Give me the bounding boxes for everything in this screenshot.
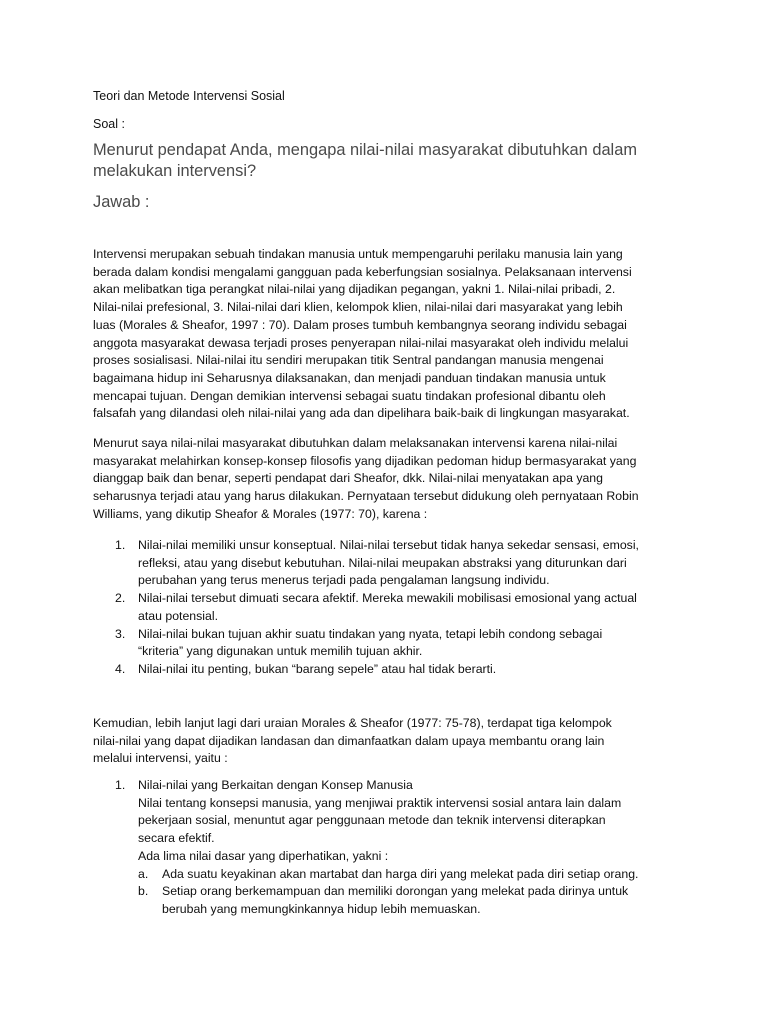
paragraph-line: melalui intervensi, yaitu : <box>93 751 228 766</box>
list-item-line: perubahan yang terus menerus terjadi pada pengalaman langsung individu. <box>138 573 550 588</box>
list-item-line: Nilai-nilai memiliki unsur konseptual. Nilai-nilai tersebut tidak hanya sekedar sensasi, emosi, <box>138 538 639 552</box>
list-item <box>93 590 683 625</box>
paragraph-line: dianggap baik dan benar, seperti pendapat dari Sheafor, dkk. Nilai-nilai menyatakan apa yang <box>93 471 603 486</box>
paragraph-line: Intervensi merupakan sebuah tindakan manusia untuk mempengaruhi perilaku manusia lain yang <box>93 247 623 261</box>
list-number: 3. <box>115 626 126 641</box>
paragraph-3 <box>93 715 683 768</box>
paragraph-1 <box>93 246 683 423</box>
jawab-label: Jawab : <box>93 193 150 211</box>
list-number: 1. <box>115 538 126 552</box>
document-title: Teori dan Metode Intervensi Sosial <box>93 89 285 103</box>
list-item-line: Nilai tentang konsepsi manusia, yang menjiwai praktik intervensi sosial antara lain dalam <box>138 795 622 810</box>
list-item-line: Nilai-nilai tersebut dimuati secara afektif. Mereka mewakili mobilisasi emosional yang actual <box>138 591 637 606</box>
paragraph-line: berada dalam kondisi mengalami gangguan pada keberfungsian sosialnya. Pelaksanaan intervensi <box>93 264 632 279</box>
list-number: 2. <box>115 591 126 606</box>
list-item-line: refleksi, atau yang disebut kebutuhan. Nilai-nilai meupakan abstraksi yang diturunkan dari <box>138 555 627 570</box>
question-line: Menurut pendapat Anda, mengapa nilai-nilai masyarakat dibutuhkan dalam <box>93 141 637 159</box>
numbered-list-value-groups <box>93 777 683 919</box>
paragraph-line: Williams, yang dikutip Sheafor & Morales (1977: 70), karena : <box>93 506 428 521</box>
paragraph-line: Kemudian, lebih lanjut lagi dari uraian Morales & Sheafor (1977: 75-78), terdapat tiga kelompok <box>93 716 612 730</box>
sub-list-item-line: Setiap orang berkemampuan dan memiliki dorongan yang melekat pada dirinya untuk <box>162 884 629 899</box>
paragraph-line: Nilai-nilai prefesional, 3. Nilai-nilai dari klien, kelompok klien, nilai-nilai dari masyarakat yang lebih <box>93 300 623 315</box>
list-item-line: pekerjaan sosial, menuntut agar penggunaan metode dan teknik intervensi diterapkan <box>138 813 606 828</box>
paragraph-line: akan melibatkan tiga perangkat nilai-nilai yang dijadikan pegangan, yakni 1. Nilai-nilai pribadi, 2. <box>93 282 616 297</box>
paragraph-line: falsafah yang dilandasi oleh nilai-nilai yang ada dan dipelihara baik-baik di lingkungan masyarakat. <box>93 406 630 421</box>
list-number: 4. <box>115 661 126 676</box>
soal-label: Soal : <box>93 117 125 131</box>
sub-list-letter: a. <box>138 866 149 881</box>
sub-list-letter: b. <box>138 884 149 899</box>
list-number: 1. <box>115 778 126 792</box>
list-item-heading: Nilai-nilai yang Berkaitan dengan Konsep Manusia <box>138 778 413 792</box>
numbered-list-values <box>93 537 683 679</box>
list-item-line: secara efektif. <box>138 831 215 846</box>
list-item <box>93 626 683 661</box>
list-item-intro: Ada lima nilai dasar yang diperhatikan, yakni : <box>138 848 389 863</box>
list-item <box>93 537 683 590</box>
paragraph-line: seharusnya terjadi atau yang harus dilakukan. Pernyataan tersebut didukung oleh pernyataan Robin <box>93 489 639 504</box>
sub-list-item <box>93 866 683 884</box>
paragraph-line: mencapai tujuan. Dengan demikian intervensi sebagai suatu tindakan profesional dibantu oleh <box>93 388 606 403</box>
paragraph-line: proses sosialisasi. Nilai-nilai itu sendiri merupakan titik Sentral pandangan manusia mengenai <box>93 353 604 368</box>
paragraph-line: bagaimana hidup ini Seharusnya dilaksanakan, dan menjadi panduan tindakan manusia untuk <box>93 370 606 385</box>
list-item-line: Nilai-nilai bukan tujuan akhir suatu tindakan yang nyata, tetapi lebih condong sebagai <box>138 626 603 641</box>
paragraph-line: masyarakat melahirkan konsep-konsep filosofis yang dijadikan pedoman hidup bermasyarakat yang <box>93 453 637 468</box>
sub-list-item-line: Ada suatu keyakinan akan martabat dan harga diri yang melekat pada diri setiap orang. <box>162 866 639 881</box>
paragraph-line: nilai-nilai yang dapat dijadikan landasan dan dimanfaatkan dalam upaya membantu orang lain <box>93 733 605 748</box>
sub-list-item <box>93 883 683 918</box>
question-text <box>93 140 693 182</box>
paragraph-2 <box>93 435 683 524</box>
list-item-line: Nilai-nilai itu penting, bukan “barang sepele” atau hal tidak berarti. <box>138 661 497 676</box>
sub-list-item-line: berubah yang memungkinkannya hidup lebih memuaskan. <box>162 901 481 916</box>
list-item-line: “kriteria” yang digunakan untuk memilih tujuan akhir. <box>138 644 423 659</box>
list-item <box>93 661 683 679</box>
list-item <box>93 777 683 866</box>
paragraph-line: luas (Morales & Sheafor, 1997 : 70). Dalam proses tumbuh kembangnya seorang individu sebagai <box>93 317 627 332</box>
paragraph-line: anggota masyarakat dewasa terjadi proses penyerapan nilai-nilai masyarakat oleh individu melalui <box>93 335 629 350</box>
list-item-line: atau potensial. <box>138 608 218 623</box>
question-line: melakukan intervensi? <box>93 162 257 180</box>
paragraph-line: Menurut saya nilai-nilai masyarakat dibutuhkan dalam melaksanakan intervensi karena nilai-nilai <box>93 436 618 450</box>
